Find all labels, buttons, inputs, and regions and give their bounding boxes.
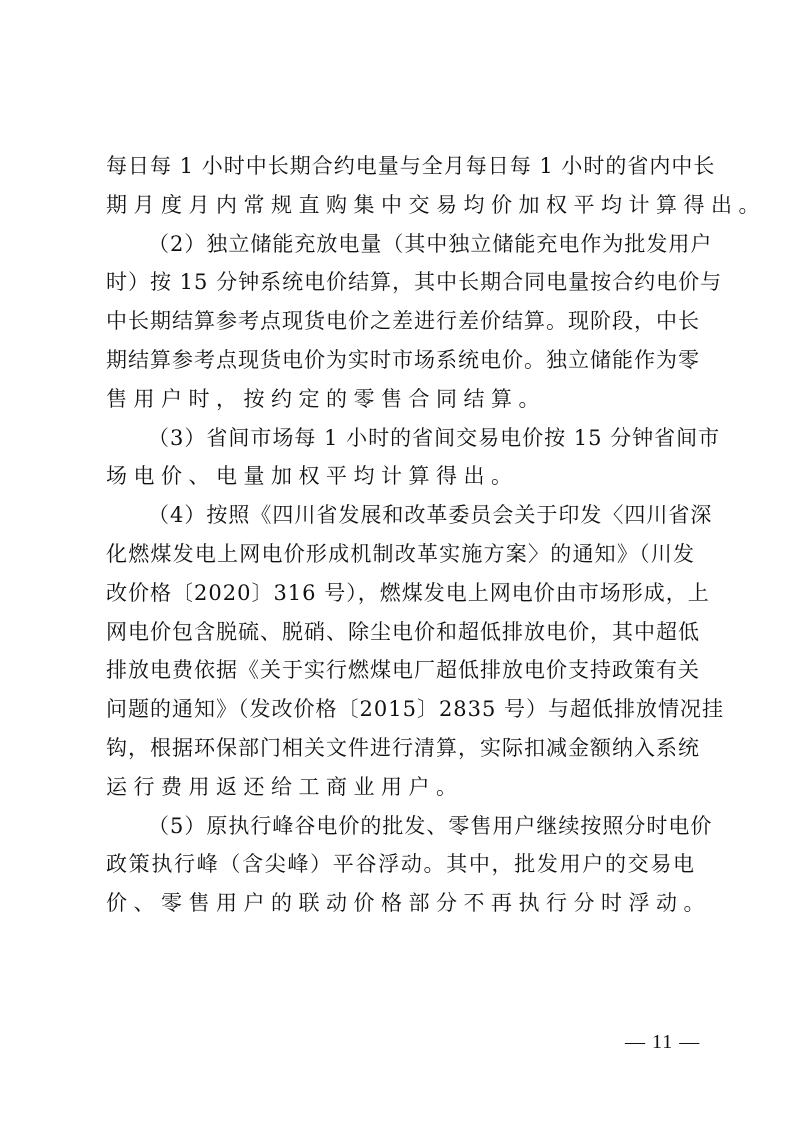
paragraph [106,807,713,923]
paragraph [106,225,723,419]
text-line: 化燃煤发电上网电价形成机制改革实施方案〉的通知》（川发 [106,541,695,566]
text-line: 期结算参考点现货电价为实时市场系统电价。独立储能作为零 [106,347,700,372]
text-line: 问题的通知》（发改价格〔2015〕2835 号）与超低排放情况挂 [106,697,725,722]
text-line: 价、零售用户的联动价格部分不再执行分时浮动。 [106,891,711,916]
paragraph [106,496,725,806]
text-line: 期月度月内常规直购集中交易均价加权平均计算得出。 [106,192,766,217]
text-line: 政策执行峰（含尖峰）平谷浮动。其中，批发用户的交易电 [106,852,695,877]
document-body [106,147,766,923]
text-line: 时）按 15 分钟系统电价结算，其中长期合同电量按合约电价与 [106,270,723,295]
paragraph [106,419,721,497]
text-line: 排放电费依据《关于实行燃煤电厂超低排放电价支持政策有关 [106,658,700,683]
text-line: （4）按照《四川省发展和改革委员会关于印发〈四川省深 [148,503,713,528]
text-line: 钩，根据环保部门相关文件进行清算，实际扣减金额纳入系统 [106,735,700,760]
text-line: （5）原执行峰谷电价的批发、零售用户继续按照分时电价 [148,813,713,838]
text-line: 场电价、电量加权平均计算得出。 [106,464,519,489]
text-line: 中长期结算参考点现货电价之差进行差价结算。现阶段，中长 [106,309,700,334]
text-line: 改价格〔2020〕316 号），燃煤发电上网电价由市场形成，上 [106,580,710,605]
page-number: — 11 — [625,1031,701,1053]
text-line: 网电价包含脱硫、脱硝、除尘电价和超低排放电价，其中超低 [106,619,700,644]
paragraph [106,147,766,225]
text-line: 售用户时，按约定的零售合同结算。 [106,386,546,411]
text-line: 运行费用返还给工商业用户。 [106,774,464,799]
text-line: （2）独立储能充放电量（其中独立储能充电作为批发用户 [148,231,713,256]
text-line: 每日每 1 小时中长期合约电量与全月每日每 1 小时的省内中长 [106,154,716,178]
text-line: （3）省间市场每 1 小时的省间交易电价按 15 分钟省间市 [148,425,721,450]
